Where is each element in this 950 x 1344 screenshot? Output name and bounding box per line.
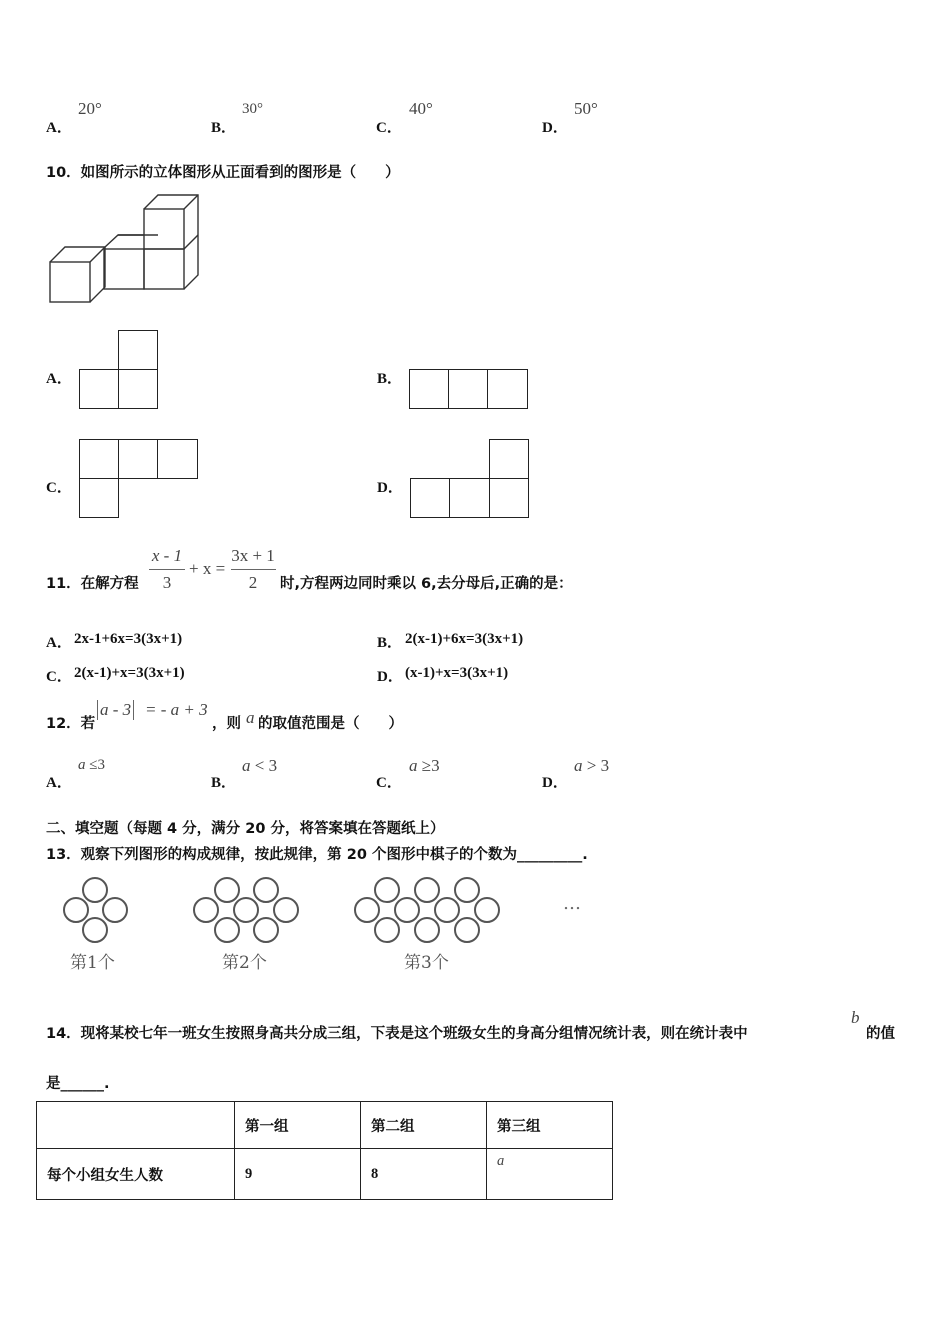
q12-abs-expression [97,700,134,720]
q13-chess-piece [233,897,259,923]
q12-option-b-var: a [242,756,251,775]
q10-option-c-square [157,439,198,479]
table-header-cell [37,1102,235,1149]
q13-chess-piece [374,877,400,903]
q9-option-c-label: C． [376,120,402,136]
q11-suffix: 时,方程两边同时乘以 6,去分母后,正确的是： [280,576,573,592]
table-header-row [37,1102,613,1149]
q12-option-b-label: B． [211,775,237,791]
table-header-cell: 第二组 [361,1102,487,1149]
q11-frac1-bar [149,569,185,570]
q11-option-c-text: 2(x-1)+x=3(3x+1) [74,665,185,681]
q10-option-d-square [449,478,490,518]
q10-option-b-square [409,369,449,409]
q12-var: a [246,708,255,727]
q12-equation-rhs: = - a + 3 [145,700,208,719]
q13-chess-piece [374,917,400,943]
section-2-heading: 二、填空题（每题 4 分，满分 20 分，将答案填在答题纸上） [46,821,445,837]
q13-chess-piece [394,897,420,923]
q9-option-d-label: D． [542,120,568,136]
table-cell: 9 [235,1149,361,1200]
q11-frac2-bar [231,569,276,570]
q10-option-a-label: A． [46,371,72,387]
q11-option-a-text: 2x-1+6x=3(3x+1) [74,631,183,647]
q10-option-b-square [487,369,528,409]
q10-stem: 10．如图所示的立体图形从正面看到的图形是（ ） [46,165,400,181]
q12-middle: ，则 [212,716,241,732]
table-cell: a [487,1149,613,1200]
q10-3d-figure [40,190,210,310]
q12-suffix: 的取值范围是（ ） [258,716,403,732]
q13-chess-piece [273,897,299,923]
q12-prefix: 12．若 [46,716,96,732]
q12-option-d-rel: > 3 [586,756,610,775]
q11-option-a-label: A． [46,635,72,651]
q14-stem: 14．现将某校七年一班女生按照身高共分成三组，下表是这个班级女生的身高分组情况统计表，则在统计表中 [46,1026,748,1042]
q10-option-c-square [118,439,158,479]
q12-option-b-rel: < 3 [254,756,278,775]
q13-caption-1: 第1个 [70,953,115,973]
q12-option-a-rel: ≤3 [89,757,105,773]
q13-chess-piece [82,917,108,943]
q13-caption-2: 第2个 [222,953,267,973]
q10-option-d-square [489,439,529,479]
q10-option-c-square [79,478,119,518]
q10-option-a-square [118,330,158,370]
q9-option-a-value: 20° [78,99,102,118]
q10-option-c-label: C． [46,480,72,496]
q12-abs-expression-text: a - 3 [100,700,132,719]
q13-caption-3: 第3个 [404,953,449,973]
q12-option-d-label: D． [542,775,568,791]
q9-option-b-label: B． [211,120,237,136]
q13-chess-piece [454,917,480,943]
q10-option-c-square [79,439,119,479]
q11-prefix: 11．在解方程 [46,576,139,592]
table-row [37,1149,613,1200]
q13-chess-piece [102,897,128,923]
q9-option-a-label: A． [46,120,72,136]
q13-chess-piece [214,917,240,943]
q13-chess-piece [193,897,219,923]
q13-stem: 13．观察下列图形的构成规律，按此规律，第 20 个图形中棋子的个数为_________. [46,847,588,863]
q14-stats-table [36,1101,613,1200]
q13-chess-piece [253,917,279,943]
q11-option-b-text: 2(x-1)+6x=3(3x+1) [405,631,524,647]
q10-option-a-square [79,369,119,409]
q14-line2: 是______. [46,1076,110,1092]
q13-chess-piece [214,877,240,903]
q13-chess-piece [63,897,89,923]
q10-option-b-square [448,369,488,409]
q11-option-d-label: D． [377,669,403,685]
q9-option-c-value: 40° [409,99,433,118]
q13-ellipsis: … [563,893,581,914]
q14-stem-end: 的值 [866,1026,895,1042]
table-header-cell: 第三组 [487,1102,613,1149]
q13-chess-piece [82,877,108,903]
q9-option-d-value: 50° [574,99,598,118]
q12-option-a-var: a [78,757,86,773]
q11-frac1-denominator: 3 [162,573,172,592]
q12-option-d-var: a [574,756,583,775]
q12-option-c-rel: ≥3 [421,756,440,775]
q10-option-d-label: D． [377,480,403,496]
q13-chess-piece [414,877,440,903]
table-header-cell: 第一组 [235,1102,361,1149]
q14-var-b: b [851,1008,860,1027]
q13-chess-piece [354,897,380,923]
q10-option-b-label: B． [377,371,403,387]
q13-chess-piece [474,897,500,923]
q13-chess-piece [253,877,279,903]
q11-option-b-label: B． [377,635,403,651]
q10-option-d-square [410,478,450,518]
q9-option-b-value: 30° [242,101,263,117]
table-row-label: 每个小组女生人数 [37,1149,235,1200]
q11-frac2-numerator: 3x + 1 [231,546,275,565]
q12-option-a-label: A． [46,775,72,791]
q13-chess-piece [414,917,440,943]
q11-option-d-text: (x-1)+x=3(3x+1) [405,665,509,681]
q13-chess-piece [434,897,460,923]
q13-chess-piece [454,877,480,903]
q12-option-c-label: C． [376,775,402,791]
q11-option-c-label: C． [46,669,72,685]
q10-option-a-square [118,369,158,409]
q11-frac2-denominator: 2 [248,573,258,592]
q11-middle: + x = [189,559,226,578]
q11-frac1-numerator: x - 1 [151,546,183,565]
table-cell: 8 [361,1149,487,1200]
q12-option-c-var: a [409,756,418,775]
q10-option-d-square [489,478,529,518]
